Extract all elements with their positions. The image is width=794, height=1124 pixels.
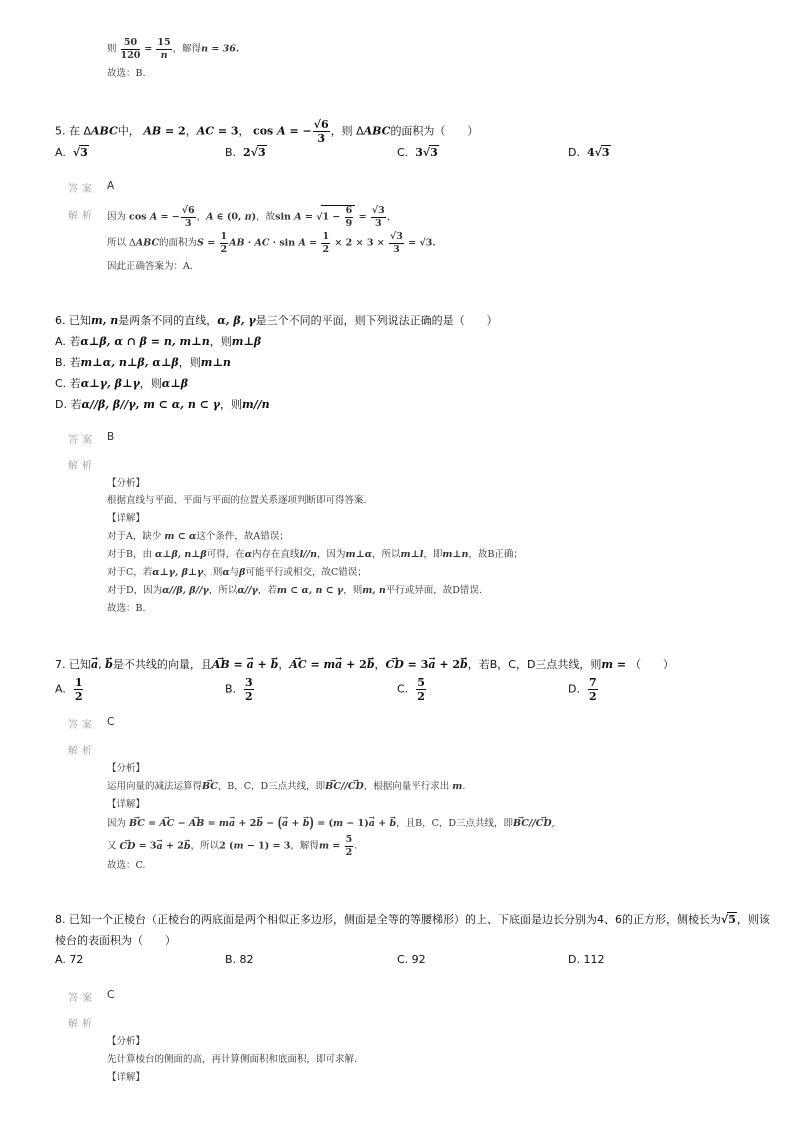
q5-answer-value: A <box>107 180 115 192</box>
q5-option-d[interactable]: D. 4√3 <box>568 146 610 159</box>
q6-analysis-title: 【分析】 <box>107 478 146 489</box>
q6-detail-title: 【详解】 <box>107 513 146 524</box>
q5-option-b[interactable]: B. 2√3 <box>225 146 266 159</box>
q7-option-d[interactable]: D. $\frac{7}{2}$ <box>568 676 597 703</box>
q5-option-a[interactable]: A. √3 <box>55 146 88 159</box>
q6-detail-c: 对于C，若α⊥γ, β⊥γ，则α与β可能平行或相交，故C错误； <box>107 567 367 578</box>
q7-answer-value: C <box>107 716 115 728</box>
q8-option-b[interactable]: B. 82 <box>225 953 254 966</box>
q5-explain-label: 解析 <box>68 211 96 222</box>
q5-answer-label: 答案 <box>68 184 96 195</box>
q7-detail-title: 【详解】 <box>107 799 146 810</box>
q6-answer-value: B <box>107 431 115 443</box>
q6-detail-b: 对于B，由 α⊥β, n⊥β可得，在α内存在直线l//n，因为m⊥α，所以m⊥l，即m⊥n，故B正确； <box>107 549 523 560</box>
q6-option-b[interactable]: B. 若m⊥α, n⊥β, α⊥β，则m⊥n <box>55 356 231 369</box>
q8-detail-title: 【详解】 <box>107 1072 146 1083</box>
question-8-stem-line1: 8. 已知一个正棱台（正棱台的两底面是两个相似正多边形，侧面是全等的等腰梯形）的上、下底面是边长分别为4、6的正方形，侧棱长为√5，则该 <box>55 913 770 926</box>
q6-answer-label: 答案 <box>68 435 96 446</box>
q7-detail-line1: 因为 → BC = → AC − → AB = m→ a + 2→ b − (→ a + → b) = (m − 1)→ a + → b，且B，C，D三点共线，即→ BC//→ CD, <box>107 815 555 829</box>
question-6-stem: 6. 已知m, n是两条不同的直线，α, β, γ是三个不同的平面，则下列说法正确的是（ ） <box>55 314 498 327</box>
q7-answer-label: 答案 <box>68 720 96 731</box>
question-7-stem: 7. 已知→ a, → b是不共线的向量，且→ AB = → a + → b，→ AC = m→ a + 2→ b，→ CD = 3→ a + 2→ b，若B，C，D三点共线，则m = （ ） <box>55 656 674 672</box>
question-8-stem-line2: 棱台的表面积为（ ） <box>55 934 176 947</box>
q5-explain-line1: 因为 cos A = − $\frac{√6}{3}$ ，A ∈ (0, π)，故sin A = √1 − $\frac{6}{9}$ = $\frac{√3}{3}$ ， <box>107 205 397 229</box>
q5-explain-line3: 因此正确答案为：A. <box>107 261 193 272</box>
q6-option-a[interactable]: A. 若α⊥β, α ∩ β = n, m⊥n，则m⊥β <box>55 335 262 348</box>
q7-analysis-text: 运用向量的减法运算得→ BC，B，C，D三点共线，即→ BC//→ CD，根据向量平行求出 m. <box>107 778 465 792</box>
q6-analysis-text: 根据直线与平面、平面与平面的位置关系逐项判断即可得答案. <box>107 495 367 506</box>
q7-conclusion: 故选：C. <box>107 860 146 871</box>
q8-option-a[interactable]: A. 72 <box>55 953 84 966</box>
q8-option-d[interactable]: D. 112 <box>568 953 605 966</box>
q6-detail-a: 对于A，缺少 m ⊂ α这个条件，故A错误； <box>107 531 289 542</box>
q6-detail-d: 对于D，因为α//β, β//γ，所以α//γ，若m ⊂ α, n ⊂ γ，则m, n平行或异面，故D错误. <box>107 585 482 596</box>
prev-solution-line2: 故选：B. <box>107 68 146 79</box>
q6-option-c[interactable]: C. 若α⊥γ, β⊥γ，则α⊥β <box>55 377 189 390</box>
q8-option-c[interactable]: C. 92 <box>397 953 426 966</box>
q8-explain-label: 解析 <box>68 1019 96 1030</box>
q7-option-a[interactable]: A. $\frac{1}{2}$ <box>55 676 83 703</box>
q5-option-c[interactable]: C. 3√3 <box>397 146 438 159</box>
q8-answer-label: 答案 <box>68 993 96 1004</box>
q8-answer-value: C <box>107 989 115 1001</box>
q7-option-c[interactable]: C. $\frac{5}{2}$ <box>397 676 425 703</box>
q8-analysis-text: 先计算棱台的侧面的高，再计算侧面积和底面积，即可求解. <box>107 1054 358 1065</box>
q7-detail-line2: 又 → CD = 3→ a + 2→ b，所以2 (m − 1) = 3，解得m = $\frac{5}{2}$ . <box>107 835 357 857</box>
question-5-stem: 5. 在 ΔABC中， AB = 2，AC = 3， cos A = − $\frac{√6}{3}$ ，则 ΔABC的面积为（ ） <box>55 118 479 145</box>
q7-option-b[interactable]: B. $\frac{3}{2}$ <box>225 676 253 703</box>
q6-option-d[interactable]: D. 若α//β, β//γ, m ⊂ α, n ⊂ γ，则m//n <box>55 398 270 411</box>
q7-explain-label: 解析 <box>68 746 96 757</box>
q5-explain-line2: 所以 ΔABC的面积为S = $\frac{1}{2}$ AB · AC · sin A = $\frac{1}{2}$ × 2 × 3 × $\frac{√3}{3}$ = √3. <box>107 231 436 255</box>
q6-conclusion: 故选：B. <box>107 603 146 614</box>
q7-analysis-title: 【分析】 <box>107 763 146 774</box>
prev-solution-line1: 则 $\frac{50}{120}$ = $\frac{15}{n}$ ，解得n = 36. <box>107 37 240 61</box>
q6-explain-label: 解析 <box>68 461 96 472</box>
q8-analysis-title: 【分析】 <box>107 1036 146 1047</box>
